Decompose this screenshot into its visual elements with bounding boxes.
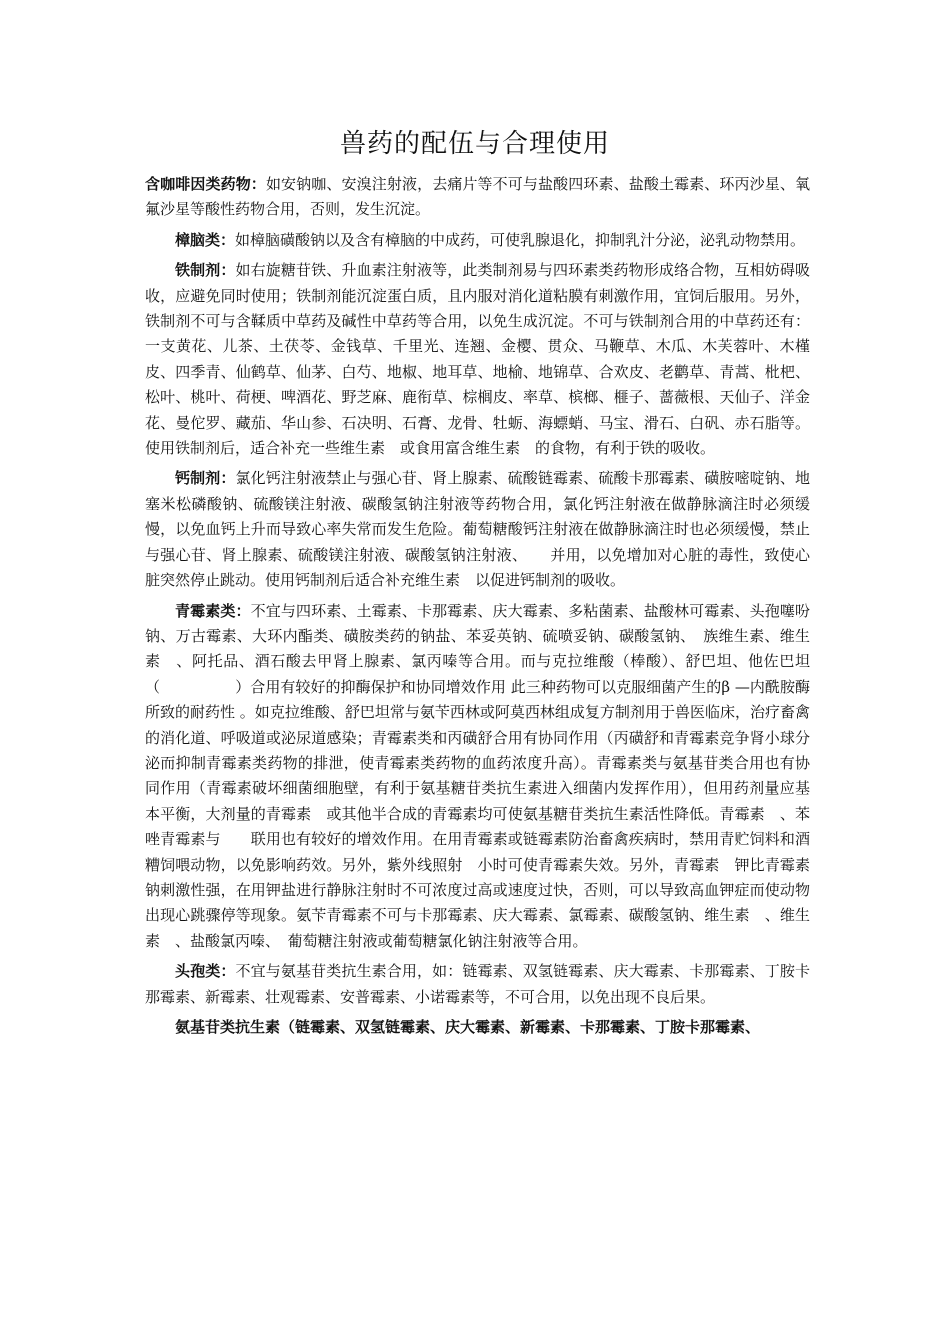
- paragraph-lead: 氨基苷类抗生素（链霉素、双氢链霉素、庆大霉素、新霉素、卡那霉素、丁胺卡那霉素、: [175, 1018, 761, 1036]
- paragraph-text: 不宜与氨基苷类抗生素合用，如：链霉素、双氢链霉素、庆大霉素、卡那霉素、丁胺卡那霉素、新霉素、壮观霉素、安普霉素、小诺霉素等，不可合用，以免出现不良后果。: [145, 962, 810, 1006]
- paragraph-text: 不宜与四环素、土霉素、卡那霉素、庆大霉素、多粘菌素、盐酸林可霉素、头孢噻吩钠、万古霉素、大环内酯类、磺胺类药的钠盐、苯妥英钠、硫喷妥钠、碳酸氢钠、 族维生素、维生素 、阿托品、酒石酸去甲肾上腺素、氯丙嗪等合用。而与克拉维酸（棒酸）、舒巴坦、他佐巴坦（ ）合用有较好的抑酶保护和协同增效作用 此三种药物可以克服细菌产生的β —内酰胺酶所致的耐药性 。如克拉维酸、舒巴坦常与氨苄西林或阿莫西林组成复方制剂用于兽医临床，治疗畜禽的消化道、呼吸道或泌尿道感染；青霉素类和丙磺舒合用有协同作用（丙磺舒和青霉素竞争肾小球分泌而抑制青霉素类药物的排泄，使青霉素类药物的血药浓度升高）。青霉素类与氨基苷类合用也有协同作用（青霉素破坏细菌细胞壁，有利于氨基糖苷类抗生素进入细菌内发挥作用），但用药剂量应基本平衡，大剂量的青霉素 或其他半合成的青霉素均可使氨基糖苷类抗生素活性降低。青霉素 、苯唑青霉素与 联用也有较好的增效作用。在用青霉素或链霉素防治畜禽疾病时，禁用青贮饲料和酒糟饲喂动物，以免影响药效。另外，紫外线照射 小时可使青霉素失效。另外，青霉素 钾比青霉素 钠刺激性强，在用钾盐进行静脉注射时不可浓度过高或速度过快，否则，可以导致高血钾症而使动物出现心跳骤停等现象。氨苄青霉素不可与卡那霉素、庆大霉素、氯霉素、碳酸氢钠、维生素 、维生素 、盐酸氯丙嗪、 葡萄糖注射液或葡萄糖氯化钠注射液等合用。: [145, 601, 826, 950]
- paragraph-text: 氯化钙注射液禁止与强心苷、肾上腺素、硫酸链霉素、硫酸卡那霉素、磺胺嘧啶钠、地塞米松磷酸钠、硫酸镁注射液、碳酸氢钠注射液等药物合用，氯化钙注射液在做静脉滴注时必须缓慢，以免血钙上升而导致心率失常而发生危险。葡萄糖酸钙注射液在做静脉滴注时也必须缓慢，禁止与强心苷、肾上腺素、硫酸镁注射液、碳酸氢钠注射液、 并用，以免增加对心脏的毒性，致使心脏突然停止跳动。使用钙制剂后适合补充维生素 以促进钙制剂的吸收。: [145, 469, 810, 590]
- paragraph-lead: 头孢类：: [175, 962, 236, 981]
- paragraph-text: 如安钠咖、安溴注射液，去痛片等不可与盐酸四环素、盐酸土霉素、环丙沙星、氧氟沙星等酸性药物合用，否则，发生沉淀。: [145, 175, 810, 219]
- document-body: [145, 172, 826, 1045]
- paragraph-iron: [145, 258, 810, 461]
- paragraph-aminoglycoside: [145, 1015, 810, 1040]
- paragraph-camphor: [145, 228, 810, 253]
- paragraph-lead: 含咖啡因类药物：: [145, 175, 266, 193]
- paragraph-text: 如樟脑磺酸钠以及含有樟脑的中成药，可使乳腺退化，抑制乳汁分泌，泌乳动物禁用。: [235, 230, 806, 249]
- paragraph-cephalosporin: [145, 959, 810, 1010]
- paragraph-lead: 铁制剂：: [175, 261, 236, 280]
- paragraph-caffeine: [145, 172, 810, 223]
- paragraph-text: 如右旋糖苷铁、升血素注射液等，此类制剂易与四环素类药物形成络合物，互相妨碍吸收，应避免同时使用；铁制剂能沉淀蛋白质，且内服对消化道粘膜有刺激作用，宜饲后服用。另外，铁制剂不可与含鞣质中草药及碱性中草药等合用，以免生成沉淀。不可与铁制剂合用的中草药还有：一支黄花、儿茶、土茯苓、金钱草、千里光、连翘、金樱、贯众、马鞭草、木瓜、木芙蓉叶、木槿皮、四季青、仙鹤草、仙茅、白芍、地椒、地耳草、地榆、地锦草、合欢皮、老鹳草、青蒿、枇杷、松叶、桃叶、荷梗、啤酒花、野芝麻、鹿衔草、棕榈皮、率草、槟榔、榧子、蔷薇根、天仙子、洋金花、曼佗罗、藏茄、华山参、石决明、石膏、龙骨、牡蛎、海螵蛸、马宝、滑石、白矾、赤石脂等。使用铁制剂后，适合补充一些维生素 或食用富含维生素 的食物，有利于铁的吸收。: [145, 261, 810, 458]
- paragraph-penicillin: [145, 599, 826, 955]
- paragraph-lead: 青霉素类：: [175, 601, 251, 620]
- paragraph-lead: 樟脑类：: [175, 230, 236, 249]
- paragraph-lead: 钙制剂：: [175, 469, 236, 488]
- paragraph-calcium: [145, 466, 810, 593]
- document-title: 兽药的配伍与合理使用: [339, 129, 610, 159]
